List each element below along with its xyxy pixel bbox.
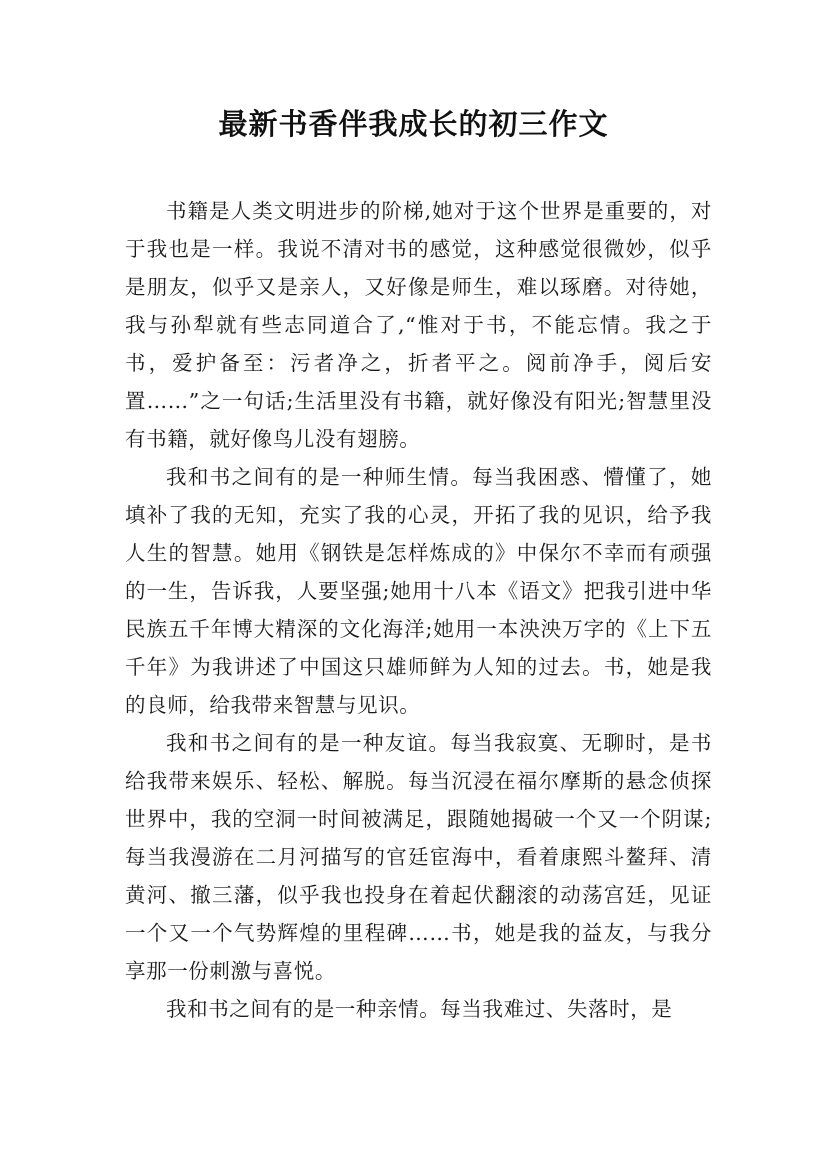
paragraph-2: 我和书之间有的是一种师生情。每当我困惑、懵懂了，她填补了我的无知，充实了我的心灵，开拓了我的见识，给予我人生的智慧。她用《钢铁是怎样炼成的》中保尔不幸而有顽强的一生，告诉我，人要坚强;她用十八本《语文》把我引进中华民族五千年博大精深的文化海洋;她用一本泱泱万字的《上下五千年》为我讲述了中国这只雄师鲜为人知的过去。书，她是我的良师，给我带来智慧与见识。 bbox=[125, 465, 712, 717]
essay-body bbox=[125, 192, 712, 1028]
paragraph-3: 我和书之间有的是一种友谊。每当我寂寞、无聊时，是书给我带来娱乐、轻松、解脱。每当沉浸在福尔摩斯的悬念侦探世界中，我的空洞一时间被满足，跟随她揭破一个又一个阴谋;每当我漫游在二月河描写的官廷宦海中，看着康熙斗鳌拜、清黄河、撤三藩，似乎我也投身在着起伏翻滚的动荡宫廷，见证一个又一个气势辉煌的里程碑……书，她是我的益友，与我分享那一份刺激与喜悦。 bbox=[125, 731, 712, 983]
paragraph-4: 我和书之间有的是一种亲情。每当我难过、失落时，是 bbox=[166, 997, 673, 1021]
paragraph-1: 书籍是人类文明进步的阶梯,她对于这个世界是重要的，对于我也是一样。我说不清对书的感觉，这种感觉很微妙，似乎是朋友，似乎又是亲人，又好像是师生，难以琢磨。对待她，我与孙犁就有些志同道合了,“惟对于书，不能忘情。我之于书，爱护备至：污者净之，折者平之。阅前净手，阅后安置……”之一句话;生活里没有书籍，就好像没有阳光;智慧里没有书籍，就好像鸟儿没有翅膀。 bbox=[125, 199, 712, 451]
page-title: 最新书香伴我成长的初三作文 bbox=[218, 107, 609, 141]
